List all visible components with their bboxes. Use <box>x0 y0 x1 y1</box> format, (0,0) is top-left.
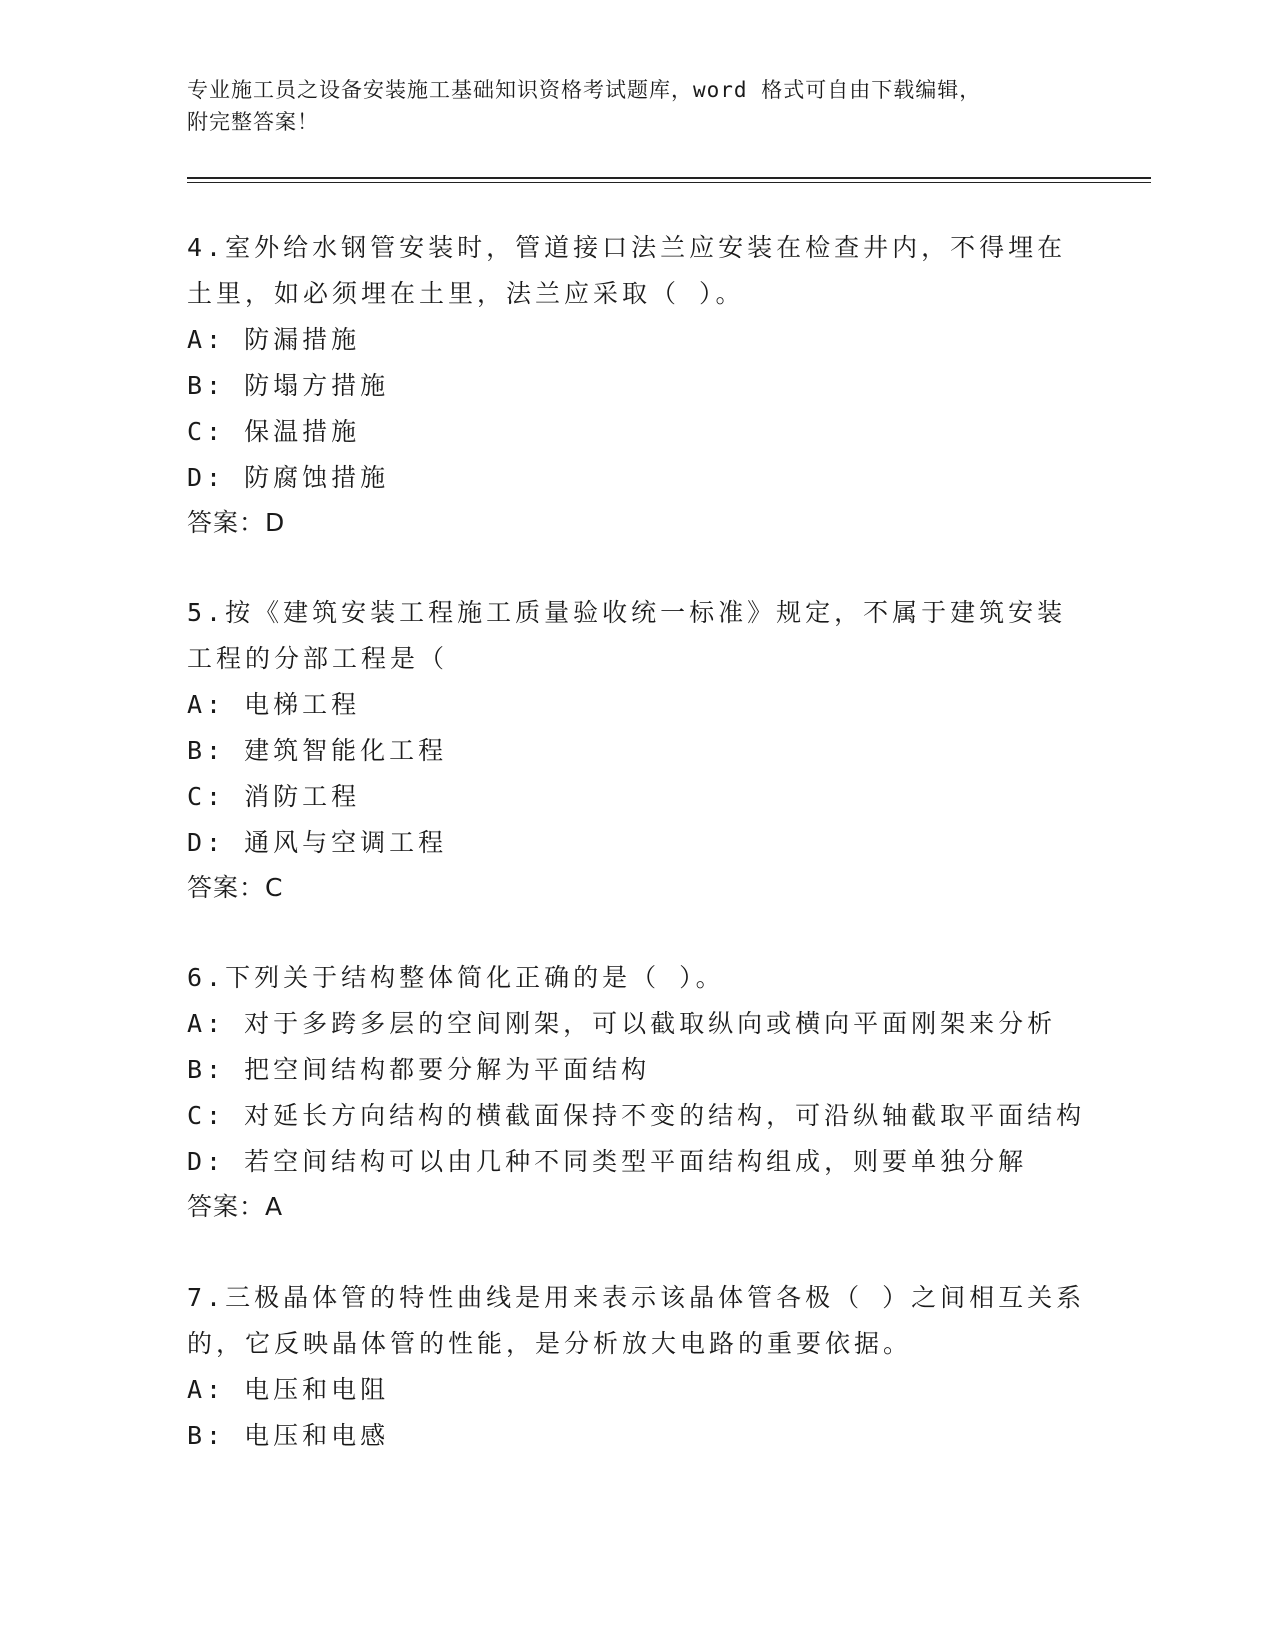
option-d: D: 防腐蚀措施 <box>187 463 390 492</box>
option-a: A: 电梯工程 <box>187 690 361 719</box>
option-c: C: 消防工程 <box>187 782 361 811</box>
option-b: B: 把空间结构都要分解为平面结构 <box>187 1055 651 1084</box>
question-stem: 5.按《建筑安装工程施工质量验收统一标准》规定，不属于建筑安装工程的分部工程是（ <box>187 598 1067 673</box>
question-7 <box>187 1275 1087 1459</box>
header-rule-thin <box>187 182 1151 183</box>
option-a: A: 电压和电阻 <box>187 1375 390 1404</box>
option-c: C: 保温措施 <box>187 417 361 446</box>
answer-line: 答案：C <box>187 873 284 902</box>
document-header <box>187 74 1087 138</box>
option-a: A: 防漏措施 <box>187 325 361 354</box>
question-4 <box>187 225 1087 545</box>
answer-line: 答案：A <box>187 1192 284 1221</box>
answer-line: 答案：D <box>187 508 286 537</box>
question-5 <box>187 590 1087 910</box>
option-b: B: 防塌方措施 <box>187 371 390 400</box>
question-stem: 6.下列关于结构整体简化正确的是（ ）。 <box>187 963 725 992</box>
option-c: C: 对延长方向结构的横截面保持不变的结构，可沿纵轴截取平面结构 <box>187 1101 1086 1130</box>
question-stem: 4.室外给水钢管安装时，管道接口法兰应安装在检查井内，不得埋在土里，如必须埋在土里，法兰应采取（ ）。 <box>187 233 1067 308</box>
option-d: D: 通风与空调工程 <box>187 828 448 857</box>
header-rule-thick <box>187 177 1151 179</box>
option-a: A: 对于多跨多层的空间刚架，可以截取纵向或横向平面刚架来分析 <box>187 1009 1057 1038</box>
question-stem: 7.三极晶体管的特性曲线是用来表示该晶体管各极（ ）之间相互关系的，它反映晶体管的性能，是分析放大电路的重要依据。 <box>187 1283 1086 1358</box>
option-b: B: 电压和电感 <box>187 1421 390 1450</box>
header-line-1: 专业施工员之设备安装施工基础知识资格考试题库，word 格式可自由下载编辑， <box>187 78 982 102</box>
option-b: B: 建筑智能化工程 <box>187 736 448 765</box>
header-line-2: 附完整答案！ <box>187 110 319 134</box>
option-d: D: 若空间结构可以由几种不同类型平面结构组成，则要单独分解 <box>187 1147 1028 1176</box>
question-6 <box>187 955 1087 1229</box>
